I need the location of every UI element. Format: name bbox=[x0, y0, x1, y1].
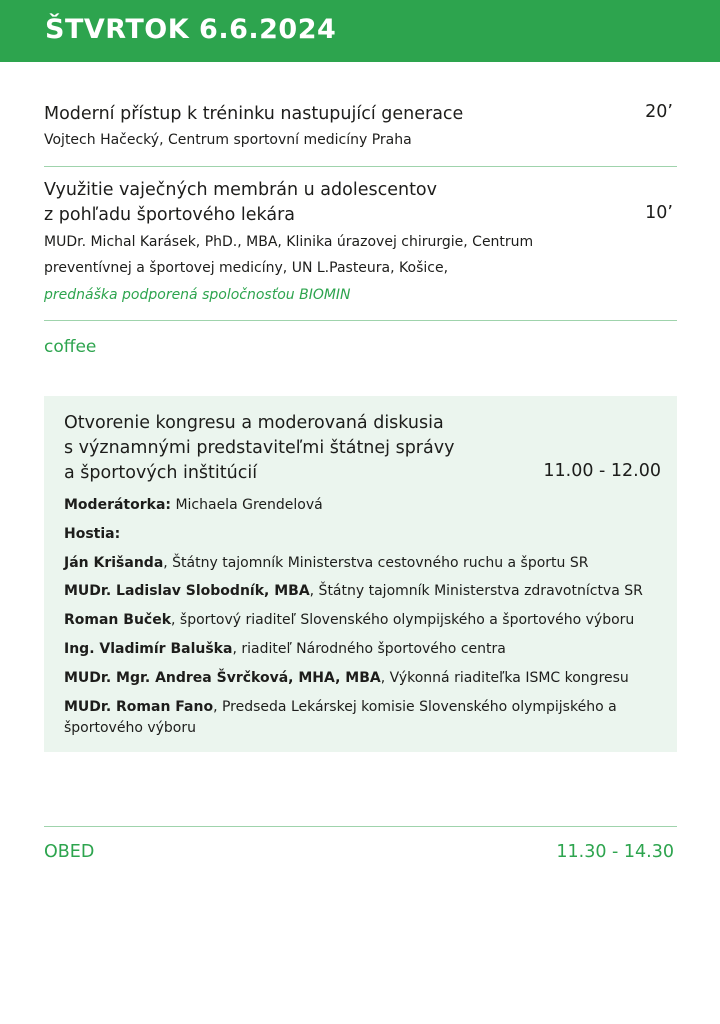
guest-role: , Výkonná riaditeľka ISMC kongresu bbox=[380, 669, 629, 686]
guest-line bbox=[64, 697, 664, 739]
moderator-label: Moderátorka: bbox=[64, 497, 171, 513]
guest-role: , riaditeľ Národného športového centra bbox=[232, 640, 506, 657]
guest-role: , Štátny tajomník Ministerstva zdravotníctva SR bbox=[309, 583, 643, 600]
divider bbox=[44, 320, 677, 321]
day-title: ŠTVRTOK 6.6.2024 bbox=[45, 14, 337, 45]
talk-duration: 10’ bbox=[645, 203, 673, 223]
panel-discussion bbox=[44, 396, 677, 752]
talk-title-line: z pohľadu športového lekára bbox=[44, 205, 295, 225]
moderator-line bbox=[64, 495, 664, 516]
guest-name: MUDr. Roman Fano bbox=[64, 698, 214, 715]
guest-role: , Štátny tajomník Ministerstva cestovného ruchu a športu SR bbox=[163, 554, 589, 571]
guest-name: Ján Krišanda bbox=[64, 554, 164, 571]
divider bbox=[44, 166, 677, 167]
guest-name: MUDr. Ladislav Slobodník, MBA bbox=[64, 583, 310, 600]
panel-title-line: Otvorenie kongresu a moderovaná diskusia bbox=[64, 413, 444, 433]
talk-duration: 20’ bbox=[645, 102, 673, 122]
moderator-name: Michaela Grendelová bbox=[171, 497, 323, 513]
guest-name: Roman Buček bbox=[64, 612, 172, 629]
panel-participants bbox=[64, 495, 664, 746]
lunch-time: 11.30 - 14.30 bbox=[556, 842, 674, 862]
guests-heading bbox=[64, 524, 664, 545]
panel-title-line: a športových inštitúcií bbox=[64, 463, 258, 483]
program-item bbox=[44, 102, 677, 153]
sponsor-note: prednáška podporená spoločnosťou BIOMIN bbox=[44, 287, 351, 303]
coffee-break-label: coffee bbox=[44, 337, 97, 357]
panel-time: 11.00 - 12.00 bbox=[543, 461, 661, 481]
lunch-label: OBED bbox=[44, 842, 95, 862]
talk-title: Moderní přístup k tréninku nastupující generace bbox=[44, 104, 464, 124]
guest-line bbox=[64, 581, 664, 602]
talk-speaker-line: preventívnej a športovej medicíny, UN L.Pasteura, Košice, bbox=[44, 260, 449, 276]
guest-line bbox=[64, 553, 664, 574]
guest-name: MUDr. Mgr. Andrea Švrčková, MHA, MBA bbox=[64, 669, 381, 686]
panel-title bbox=[64, 411, 524, 486]
talk-title-line: Využitie vaječných membrán u adolescentov bbox=[44, 180, 437, 200]
guest-role: , Predseda Lekárskej komisie Slovenského olympijského a športového výboru bbox=[64, 698, 617, 736]
guest-line bbox=[64, 639, 664, 660]
guests-label: Hostia: bbox=[64, 525, 121, 542]
divider bbox=[44, 826, 677, 827]
panel-title-line: s významnými predstaviteľmi štátnej správy bbox=[64, 438, 455, 458]
guest-line bbox=[64, 610, 664, 631]
talk-speaker-line: MUDr. Michal Karásek, PhD., MBA, Klinika úrazovej chirurgie, Centrum bbox=[44, 234, 534, 250]
program-item bbox=[44, 178, 677, 306]
guest-role: , športový riaditeľ Slovenského olympijského a športového výboru bbox=[171, 612, 635, 629]
day-header bbox=[0, 0, 720, 62]
guest-name: Ing. Vladimír Baluška bbox=[64, 640, 233, 657]
guest-line bbox=[64, 668, 664, 689]
talk-speaker: Vojtech Hačecký, Centrum sportovní medicíny Praha bbox=[44, 132, 412, 148]
